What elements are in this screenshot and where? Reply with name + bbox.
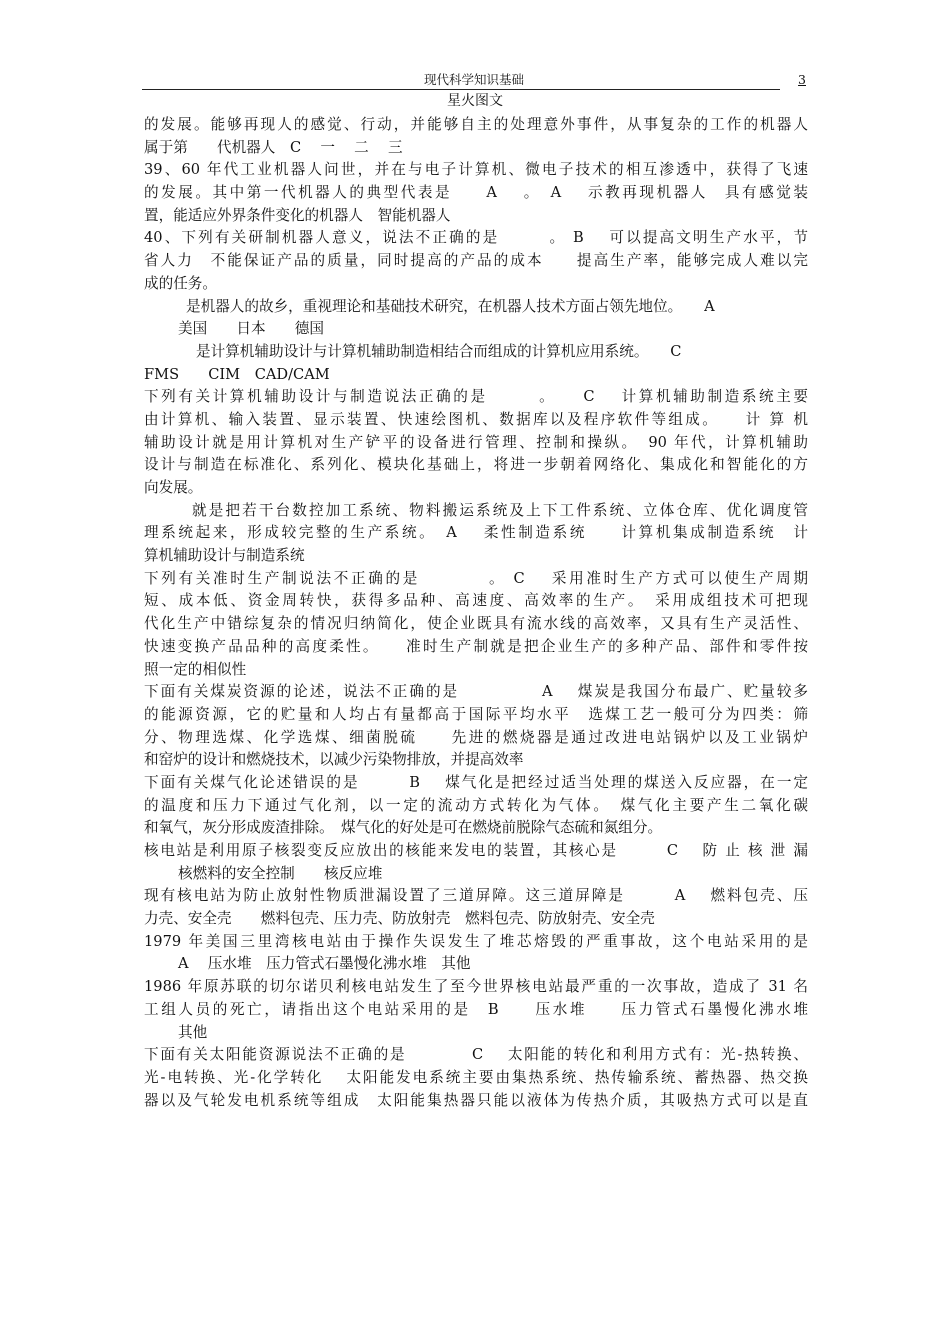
text-line: 向发展。 bbox=[144, 479, 203, 496]
text-line: 理系统起来，形成较完整的生产系统。 A 柔性制造系统 计算机集成制造系统 计 bbox=[144, 524, 808, 542]
text-line: 1979 年美国三里湾核电站由于操作失误发生了堆芯熔毁的严重事故，这个电站采用的是 bbox=[144, 932, 808, 950]
header-title: 现代科学知识基础 bbox=[423, 72, 524, 87]
text-line: 的温度和压力下通过气化剂，以一定的流动方式转化为气体。 煤气化主要产生二氧化碳 bbox=[144, 796, 808, 814]
text-line: 下面有关煤炭资源的论述，说法不正确的是 A 煤炭是我国分布最广、贮量较多 bbox=[144, 683, 808, 701]
text-line: 1986 年原苏联的切尔诺贝利核电站发生了至今世界核电站最严重的一次事故，造成了 31 名 bbox=[144, 978, 808, 996]
text-line: 置，能适应外界条件变化的机器人 智能机器人 bbox=[144, 206, 451, 224]
document-body bbox=[144, 114, 808, 1112]
text-line: 设计与制造在标准化、系列化、模块化基础上，将进一步朝着网络化、集成化和智能化的方 bbox=[144, 456, 808, 474]
page-header bbox=[142, 72, 806, 92]
text-line: 是计算机辅助设计与计算机辅助制造相结合而组成的计算机应用系统。 C bbox=[196, 342, 682, 360]
text-line: 就是把若干台数控加工系统、物料搬运系统及上下工件系统、立体仓库、优化调度管 bbox=[192, 501, 808, 519]
text-line: 美国 日本 德国 bbox=[178, 320, 324, 338]
text-line: 核燃料的安全控制 核反应堆 bbox=[178, 864, 383, 882]
text-line: 现有核电站为防止放射性物质泄漏设置了三道屏障。这三道屏障是 A 燃料包壳、压 bbox=[144, 887, 808, 905]
text-line: 快速变换产品品种的高度柔性。 准时生产制就是把企业生产的多种产品、部件和零件按 bbox=[144, 637, 808, 655]
text-line: 辅助设计就是用计算机对生产铲平的设备进行管理、控制和操纵。 90 年代，计算机辅助 bbox=[144, 433, 808, 451]
text-line: 的发展。能够再现人的感觉、行动，并能够自主的处理意外事件，从事复杂的工作的机器人 bbox=[144, 116, 808, 133]
text-line: 代化生产中错综复杂的情况归纳简化，使企业既具有流水线的高效率，又具有生产灵活性、 bbox=[144, 615, 808, 633]
text-line: 下面有关太阳能资源说法不正确的是 C 太阳能的转化和利用方式有：光-热转换、 bbox=[144, 1046, 808, 1064]
text-line: 的能源资源，它的贮量和人均占有量都高于国际平均水平 选煤工艺一般可分为四类：筛 bbox=[144, 705, 808, 723]
text-line: 39、60 年代工业机器人问世，并在与电子计算机、微电子技术的相互渗透中，获得了飞速 bbox=[144, 161, 808, 179]
header-rule bbox=[142, 89, 780, 90]
text-line: 力壳、安全壳 燃料包壳、压力壳、防放射壳 燃料包壳、防放射壳、安全壳 bbox=[144, 910, 655, 928]
text-line: 短、成本低、资金周转快，获得多品种、高速度、高效率的生产。 采用成组技术可把现 bbox=[144, 592, 808, 610]
text-line: 光-电转换、光-化学转化 太阳能发电系统主要由集热系统、热传输系统、蓄热器、热交换 bbox=[144, 1068, 808, 1086]
text-line: 工组人员的死亡，请指出这个电站采用的是 B 压水堆 压力管式石墨慢化沸水堆 bbox=[144, 1000, 808, 1018]
page-number: 3 bbox=[798, 72, 806, 87]
text-line: 的发展。其中第一代机器人的典型代表是 A 。 A 示教再现机器人 具有感觉装 bbox=[144, 184, 808, 202]
text-line: 下列有关计算机辅助设计与制造说法正确的是 。 C 计算机辅助制造系统主要 bbox=[144, 388, 808, 406]
text-line: 照一定的相似性 bbox=[144, 660, 247, 678]
text-line: 省人力 不能保证产品的质量，同时提高的产品的成本 提高生产率，能够完成人难以完 bbox=[144, 252, 808, 270]
text-line: 其他 bbox=[178, 1023, 208, 1041]
text-line: 算机辅助设计与制造系统 bbox=[144, 547, 305, 565]
text-line: 属于第 代机器人 C 一 二 三 bbox=[144, 138, 403, 156]
watermark-text: 星火图文 bbox=[447, 93, 503, 109]
text-line: 核电站是利用原子核裂变反应放出的核能来发电的装置，其核心是 C 防 止 核 泄 漏 bbox=[144, 842, 808, 859]
text-line: 由计算机、输入装置、显示装置、快速绘图机、数据库以及程序软件等组成。 计 算 机 bbox=[144, 410, 808, 428]
text-line: 是机器人的故乡，重视理论和基础技术研究，在机器人技术方面占领先地位。 A bbox=[186, 297, 715, 315]
text-line: 40、下列有关研制机器人意义，说法不正确的是 。 B 可以提高文明生产水平，节 bbox=[144, 229, 808, 247]
text-line: 分、物理选煤、化学选煤、细菌脱硫 先进的燃烧器是通过改进电站锅炉以及工业锅炉 bbox=[144, 728, 808, 746]
text-line: A 压水堆 压力管式石墨慢化沸水堆 其他 bbox=[178, 955, 471, 973]
text-line: 下面有关煤气化论述错误的是 B 煤气化是把经过适当处理的煤送入反应器，在一定 bbox=[144, 773, 808, 791]
text-line: FMS CIM CAD/CAM bbox=[144, 365, 330, 383]
text-line: 下列有关准时生产制说法不正确的是 。 C 采用准时生产方式可以使生产周期 bbox=[144, 569, 808, 587]
text-line: 成的任务。 bbox=[144, 274, 217, 292]
text-line: 器以及气轮发电机系统等组成 太阳能集热器只能以液体为传热介质，其吸热方式可以是直 bbox=[144, 1091, 808, 1109]
text-line: 和氧气，灰分形成废渣排除。 煤气化的好处是可在燃烧前脱除气态硫和氮组分。 bbox=[144, 819, 663, 837]
text-line: 和窑炉的设计和燃烧技术，以减少污染物排放，并提高效率 bbox=[144, 751, 524, 769]
